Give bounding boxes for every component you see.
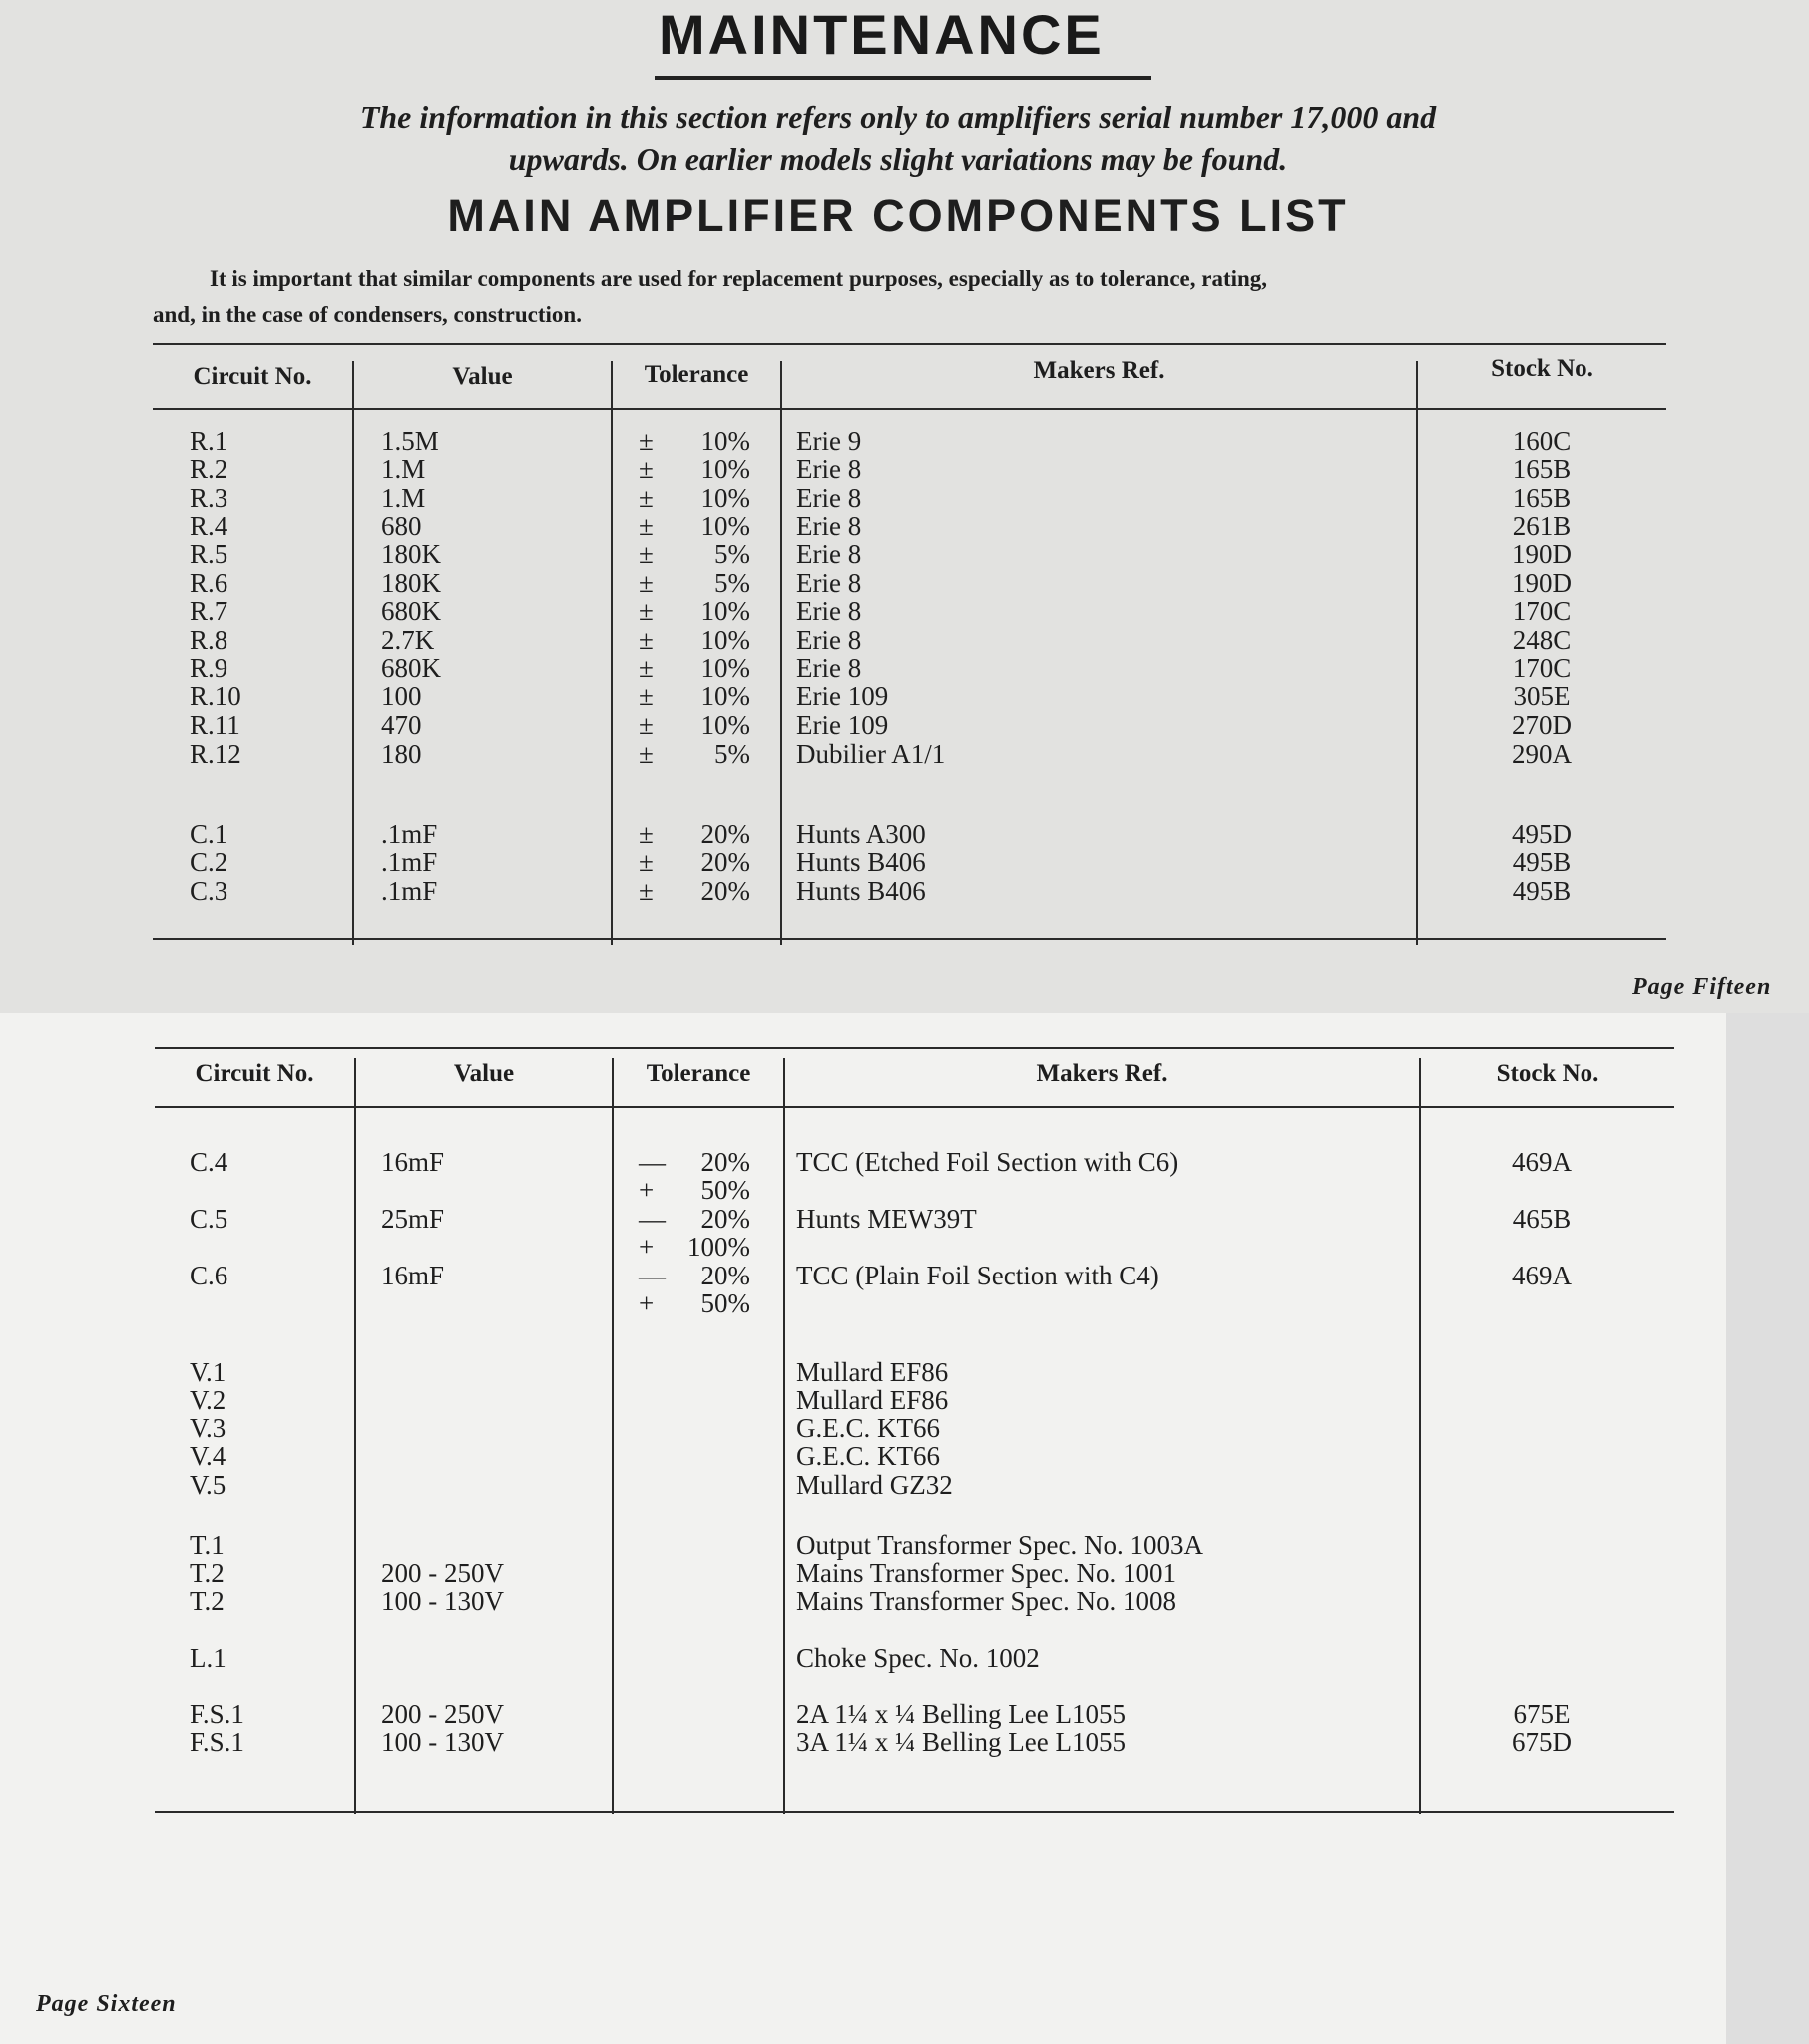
value-cell: 200 - 250V [381, 1558, 504, 1588]
table-row [0, 1531, 1809, 1559]
makers-ref-cell: Hunts MEW39T [796, 1204, 977, 1234]
table-row [0, 654, 1809, 682]
stock-no-cell: 465B [1512, 1204, 1572, 1234]
stock-no-cell: 190D [1512, 568, 1572, 598]
circuit-cell: T.2 [190, 1586, 225, 1616]
tolerance-sign: ± [639, 710, 654, 740]
table-row [0, 1205, 1809, 1233]
table-row [0, 877, 1809, 905]
stock-no-cell: 290A [1512, 739, 1572, 768]
value-cell: 680K [381, 653, 441, 683]
tolerance-sign: ± [639, 681, 654, 711]
circuit-cell: T.2 [190, 1558, 225, 1588]
table-row [0, 682, 1809, 710]
tolerance-percent: 10% [700, 681, 750, 711]
value-cell: 180K [381, 539, 441, 569]
page-fifteen-label: Page Fifteen [1632, 974, 1772, 1000]
table-row [0, 1644, 1809, 1672]
value-cell: 180 [381, 739, 422, 768]
value-cell: 180K [381, 568, 441, 598]
circuit-cell: L.1 [190, 1643, 226, 1673]
makers-ref-cell: Mains Transformer Spec. No. 1001 [796, 1558, 1176, 1588]
circuit-cell: V.4 [190, 1441, 226, 1471]
tolerance-sign: ± [639, 739, 654, 768]
value-cell: 1.M [381, 454, 426, 484]
table1-header-value: Value [452, 363, 513, 390]
makers-ref-cell: TCC (Plain Foil Section with C4) [796, 1261, 1159, 1290]
stock-no-cell: 469A [1512, 1147, 1572, 1177]
circuit-cell: R.4 [190, 511, 228, 541]
table1-header-rule [153, 408, 1666, 410]
value-cell: .1mF [381, 847, 438, 877]
table-row [0, 1471, 1809, 1499]
table2-header-rule [155, 1106, 1674, 1108]
makers-ref-cell: Erie 8 [796, 625, 862, 655]
circuit-cell: R.3 [190, 483, 228, 513]
tolerance-percent: 20% [700, 1204, 750, 1234]
table1-header-circuit: Circuit No. [193, 363, 312, 390]
table-row [0, 1233, 1809, 1261]
circuit-cell: C.2 [190, 847, 228, 877]
circuit-cell: V.1 [190, 1357, 226, 1387]
table1-header-makers: Makers Ref. [1033, 357, 1165, 384]
table-row [0, 1262, 1809, 1289]
stock-no-cell: 190D [1512, 539, 1572, 569]
table-row [0, 820, 1809, 848]
circuit-cell: R.12 [190, 739, 241, 768]
value-cell: 16mF [381, 1261, 445, 1290]
tolerance-percent: 10% [700, 483, 750, 513]
intro-line-1: The information in this section refers only to amplifiers serial number 17,000 and [359, 99, 1437, 135]
circuit-cell: R.11 [190, 710, 240, 740]
circuit-cell: F.S.1 [190, 1699, 244, 1729]
page-sixteen-label: Page Sixteen [36, 1991, 177, 2017]
stock-no-cell: 165B [1512, 454, 1572, 484]
makers-ref-cell: Erie 8 [796, 511, 862, 541]
circuit-cell: C.4 [190, 1147, 228, 1177]
makers-ref-cell: Dubilier A1/1 [796, 739, 946, 768]
makers-ref-cell: G.E.C. KT66 [796, 1413, 940, 1443]
table-row [0, 1442, 1809, 1470]
tolerance-percent: 5% [714, 568, 750, 598]
table-row [0, 848, 1809, 876]
table-row [0, 711, 1809, 739]
value-cell: 100 - 130V [381, 1727, 504, 1757]
value-cell: 1.5M [381, 426, 439, 456]
table-row [0, 1587, 1809, 1615]
stock-no-cell: 160C [1512, 426, 1572, 456]
table-row [0, 540, 1809, 568]
tolerance-sign: ± [639, 568, 654, 598]
table-row [0, 455, 1809, 483]
value-cell: .1mF [381, 819, 438, 849]
table2-header-stock: Stock No. [1496, 1060, 1599, 1087]
value-cell: 200 - 250V [381, 1699, 504, 1729]
stock-no-cell: 495B [1512, 876, 1572, 906]
makers-ref-cell: 3A 1¼ x ¼ Belling Lee L1055 [796, 1727, 1126, 1757]
tolerance-sign: + [639, 1288, 655, 1318]
stock-no-cell: 675D [1512, 1727, 1572, 1757]
tolerance-percent: 5% [714, 539, 750, 569]
intro-line-2: upwards. On earlier models slight variations may be found. [508, 141, 1288, 177]
tolerance-percent: 5% [714, 739, 750, 768]
makers-ref-cell: Hunts B406 [796, 847, 926, 877]
stock-no-cell: 248C [1512, 625, 1572, 655]
tolerance-sign: — [639, 1204, 666, 1234]
makers-ref-cell: Erie 8 [796, 568, 862, 598]
tolerance-percent: 10% [700, 596, 750, 626]
value-cell: 25mF [381, 1204, 445, 1234]
makers-ref-cell: G.E.C. KT66 [796, 1441, 940, 1471]
value-cell: 680 [381, 511, 422, 541]
makers-ref-cell: 2A 1¼ x ¼ Belling Lee L1055 [796, 1699, 1126, 1729]
circuit-cell: R.10 [190, 681, 241, 711]
makers-ref-cell: Erie 8 [796, 539, 862, 569]
circuit-cell: V.5 [190, 1470, 226, 1500]
table-row [0, 1358, 1809, 1386]
tolerance-sign: ± [639, 653, 654, 683]
heading-underline [655, 76, 1151, 80]
makers-ref-cell: Erie 8 [796, 653, 862, 683]
tolerance-sign: ± [639, 819, 654, 849]
tolerance-percent: 10% [700, 653, 750, 683]
stock-no-cell: 469A [1512, 1261, 1572, 1290]
makers-ref-cell: Output Transformer Spec. No. 1003A [796, 1530, 1203, 1560]
makers-ref-cell: Mullard GZ32 [796, 1470, 953, 1500]
circuit-cell: V.3 [190, 1413, 226, 1443]
value-cell: 470 [381, 710, 422, 740]
stock-no-cell: 305E [1513, 681, 1571, 711]
table-row [0, 740, 1809, 767]
tolerance-percent: 20% [700, 1261, 750, 1290]
intro-text [140, 96, 1656, 180]
table2-header-value: Value [453, 1060, 515, 1087]
stock-no-cell: 270D [1512, 710, 1572, 740]
table1-header-tolerance: Tolerance [644, 361, 749, 388]
tolerance-sign: ± [639, 511, 654, 541]
tolerance-sign: ± [639, 625, 654, 655]
circuit-cell: T.1 [190, 1530, 225, 1560]
value-cell: 680K [381, 596, 441, 626]
circuit-cell: C.5 [190, 1204, 228, 1234]
table1-header-stock: Stock No. [1491, 355, 1593, 382]
makers-ref-cell: Choke Spec. No. 1002 [796, 1643, 1040, 1673]
table-row [0, 1289, 1809, 1317]
makers-ref-cell: Erie 109 [796, 710, 889, 740]
table-row [0, 1414, 1809, 1442]
table-row [0, 626, 1809, 654]
table-row [0, 1728, 1809, 1756]
table-row [0, 1700, 1809, 1728]
table-row [0, 1148, 1809, 1176]
table2-header-circuit: Circuit No. [195, 1060, 314, 1087]
circuit-cell: R.9 [190, 653, 228, 683]
makers-ref-cell: Hunts B406 [796, 876, 926, 906]
circuit-cell: C.3 [190, 876, 228, 906]
tolerance-sign: ± [639, 847, 654, 877]
tolerance-percent: 10% [700, 710, 750, 740]
tolerance-sign: + [639, 1232, 655, 1262]
table2-top-rule [155, 1047, 1674, 1049]
tolerance-sign: — [639, 1147, 666, 1177]
makers-ref-cell: Mains Transformer Spec. No. 1008 [796, 1586, 1176, 1616]
value-cell: 1.M [381, 483, 426, 513]
table-row [0, 427, 1809, 455]
value-cell: 100 [381, 681, 422, 711]
makers-ref-cell: TCC (Etched Foil Section with C6) [796, 1147, 1179, 1177]
circuit-cell: C.1 [190, 819, 228, 849]
tolerance-percent: 10% [700, 454, 750, 484]
maintenance-heading: MAINTENANCE [659, 3, 1105, 66]
circuit-cell: F.S.1 [190, 1727, 244, 1757]
stock-no-cell: 170C [1512, 653, 1572, 683]
tolerance-sign: ± [639, 539, 654, 569]
tolerance-percent: 10% [700, 511, 750, 541]
makers-ref-cell: Mullard EF86 [796, 1385, 949, 1415]
value-cell: .1mF [381, 876, 438, 906]
table-row [0, 569, 1809, 597]
table-row [0, 1559, 1809, 1587]
note-line-2: and, in the case of condensers, construction. [153, 302, 582, 327]
tolerance-percent: 50% [700, 1175, 750, 1205]
tolerance-sign: ± [639, 596, 654, 626]
tolerance-sign: ± [639, 426, 654, 456]
tolerance-percent: 20% [700, 847, 750, 877]
table-row [0, 484, 1809, 512]
circuit-cell: R.1 [190, 426, 228, 456]
stock-no-cell: 675E [1513, 1699, 1571, 1729]
tolerance-percent: 100% [687, 1232, 750, 1262]
stock-no-cell: 495B [1512, 847, 1572, 877]
table2-header-makers: Makers Ref. [1036, 1060, 1168, 1087]
stock-no-cell: 170C [1512, 596, 1572, 626]
tolerance-percent: 50% [700, 1288, 750, 1318]
makers-ref-cell: Erie 8 [796, 454, 862, 484]
circuit-cell: R.7 [190, 596, 228, 626]
value-cell: 16mF [381, 1147, 445, 1177]
table-row [0, 1176, 1809, 1204]
tolerance-sign: ± [639, 876, 654, 906]
tolerance-sign: — [639, 1261, 666, 1290]
circuit-cell: R.5 [190, 539, 228, 569]
stock-no-cell: 261B [1512, 511, 1572, 541]
makers-ref-cell: Hunts A300 [796, 819, 926, 849]
table1-bottom-rule [153, 938, 1666, 940]
stock-no-cell: 165B [1512, 483, 1572, 513]
tolerance-percent: 10% [700, 426, 750, 456]
table2-bottom-rule [155, 1811, 1674, 1813]
makers-ref-cell: Mullard EF86 [796, 1357, 949, 1387]
tolerance-sign: ± [639, 454, 654, 484]
table2-header-tolerance: Tolerance [646, 1060, 751, 1087]
tolerance-percent: 20% [700, 819, 750, 849]
note-line-1: It is important that similar components are used for replacement purposes, especially as to tolerance, rating, [210, 266, 1268, 291]
circuit-cell: R.8 [190, 625, 228, 655]
circuit-cell: R.6 [190, 568, 228, 598]
table1-top-rule [153, 343, 1666, 345]
makers-ref-cell: Erie 8 [796, 483, 862, 513]
tolerance-percent: 20% [700, 1147, 750, 1177]
makers-ref-cell: Erie 9 [796, 426, 862, 456]
tolerance-sign: + [639, 1175, 655, 1205]
makers-ref-cell: Erie 109 [796, 681, 889, 711]
circuit-cell: R.2 [190, 454, 228, 484]
makers-ref-cell: Erie 8 [796, 596, 862, 626]
table-row [0, 512, 1809, 540]
tolerance-percent: 20% [700, 876, 750, 906]
table-row [0, 597, 1809, 625]
value-cell: 100 - 130V [381, 1586, 504, 1616]
tolerance-sign: ± [639, 483, 654, 513]
stock-no-cell: 495D [1512, 819, 1572, 849]
tolerance-percent: 10% [700, 625, 750, 655]
components-list-heading: MAIN AMPLIFIER COMPONENTS LIST [447, 190, 1349, 241]
value-cell: 2.7K [381, 625, 435, 655]
circuit-cell: V.2 [190, 1385, 226, 1415]
replacement-note [153, 261, 1669, 333]
table-row [0, 1386, 1809, 1414]
circuit-cell: C.6 [190, 1261, 228, 1290]
